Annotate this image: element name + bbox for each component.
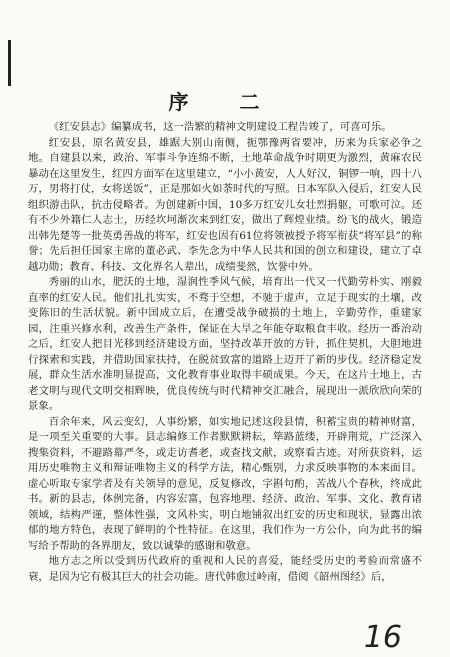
body-text [28, 120, 422, 585]
page-number: 16 [363, 620, 402, 655]
paragraph-intro: 《红安县志》编纂成书，这一浩繁的精神文明建设工程告竣了，可喜可乐。 [48, 121, 392, 133]
paragraph-compilation: 百余年来，风云变幻，人事纷繁，如实地记述这段县情，积蓄宝贵的精神财富，是一项至关重要的大事。县志编修工作者默默耕耘，筚路蓝缕，开辟荆荒，广泛深入搜集资料，不避路幕严冬，或走访耆老，或查找文献，或察看古迹。对所获资料，运用历史唯物主义和辩证唯物主义的科学方法，精心甄别，力求反映事物的本来面目。虚心听取专家学者及有关领导的意见，反复修改，字斟句酌，苦战八个春秋，终成此书。新的县志，体例完备，内容宏富，包容地理、经济、政治、军事、文化、教育诸领域，结构严谨，整体性强，文风朴实，明白地铺叙出红安的历史和现状，显露出浓郁的地方特色，表现了鲜明的个性特征。在这里，我们作为一方公仆，向为此书的编写给予帮助的各界朋友，致以诚挚的感谢和敬意。 [28, 415, 422, 552]
paragraph-people: 秀丽的山水，肥沃的土地，湿润性季风气候，培育出一代又一代勤劳朴实、刚毅直率的红安人民。他们扎扎实实，不骛于空想，不驰于虚声，立足于现实的土壤，改变陈旧的生活状貌。新中国成立后，在遭受战争破损的土地上，辛勤劳作，重建家园，注重兴修水利，改善生产条件，保证在大旱之年能夺取粮食丰收。经历一番治动之后，红安人把目光移到经济建设方面，坚持改革开放的方针，抓住契机，大胆地进行探索和实践，并借助国家扶持，在脱贫致富的道路上迈开了新的步伐。经济稳定发展，群众生活水准明显提高，文化教育事业取得丰硕成果。今天，在这片土地上，古老文明与现代文明交相辉映，优良传统与时代精神交汇融合，展现出一派欣欣向荣的景象。 [28, 276, 422, 412]
page-title: 序 二 [168, 90, 282, 114]
paragraph-local-chronicles: 地方志之所以受到历代政府的重视和人民的喜爱，能经受历史的考验而常盛不衰，是因为它有极其巨大的社会功能。唐代韩愈过岭南，借阅《韶州图经》后， [28, 555, 422, 583]
paragraph-history: 红安县，原名黄安县，雄踞大别山南侧，扼鄂豫两省要冲，历来为兵家必争之地。自建县以来，政治、军事斗争连绵不断，土地革命战争时期更为激烈，黄麻农民暴动在这里发生，红四方面军在这里建立，“小小黄安，人人好汉，铜锣一响，四十八万，男将打仗，女将送饭”，正是那如火如荼时代的写照。日本军队入侵后，红安人民组织游击队，抗击侵略者。为创建新中国，10多万红安儿女壮烈捐躯，可歌可泣。还有不少外籍仁人志士，历经坎坷渐次来到红安，做出了辉煌业绩。纷飞的战火，锻造出韩先楚等一批英勇善战的将军，红安也因有61位将领被授予将军衔获“将军县”的称誉；先后担任国家主席的董必武、李先念为中华人民共和国的创立和建设，建立了卓越功勋；教育、科技、文化界名人辈出，成绩斐然，饮誉中外。 [28, 136, 422, 273]
scan-edge-mark [8, 40, 11, 86]
